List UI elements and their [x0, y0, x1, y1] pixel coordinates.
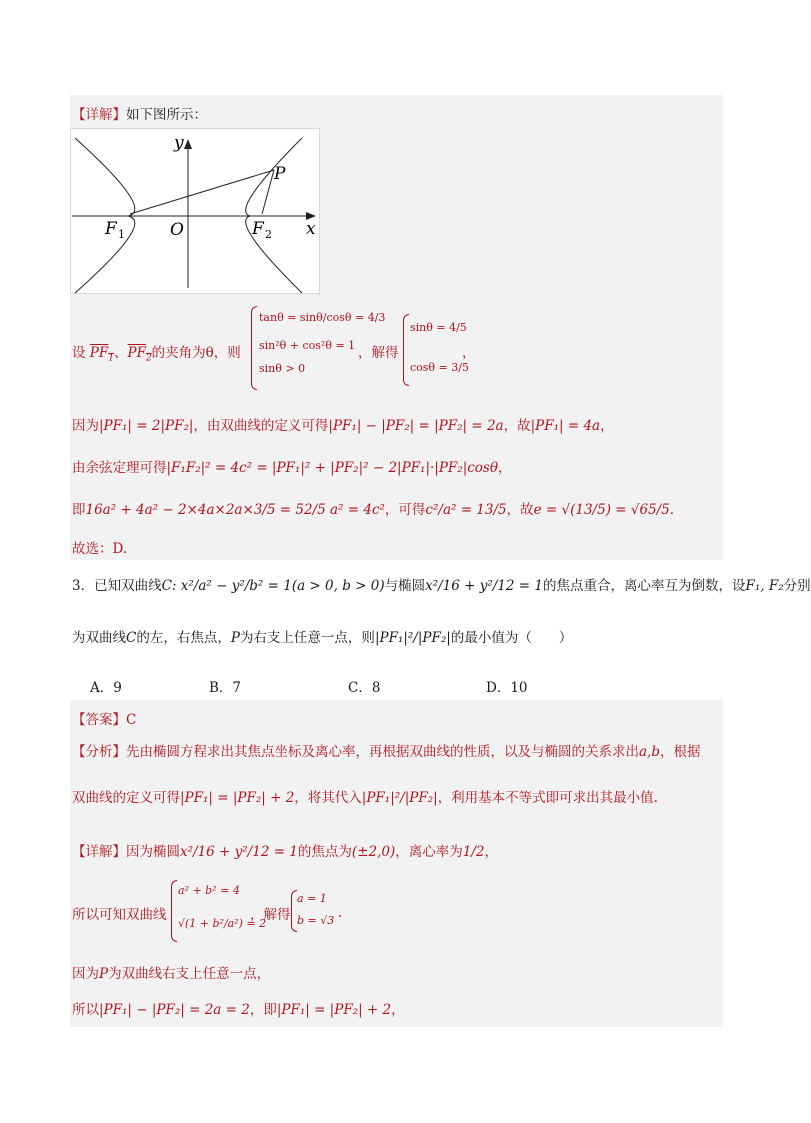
then-end: .: [669, 502, 675, 518]
system-3-row-2: √(1 + b²/a²) = 2: [178, 917, 267, 930]
point-text-b: 为双曲线右支上任意一点，: [108, 966, 271, 982]
angle-end: ，: [462, 345, 476, 361]
label-f2-sub: 2: [265, 228, 272, 241]
analysis-frac: |PF₁|²/|PF₂|: [361, 790, 438, 806]
angle-line: [72, 341, 241, 364]
system-brace-2: [403, 314, 409, 386]
solve-text: ，解得: [358, 345, 399, 361]
hyperbola-figure: [70, 128, 320, 294]
system-2-row-1: sinθ = 4/5: [410, 321, 467, 334]
analysis-line-1: [72, 740, 700, 760]
option-a[interactable]: [90, 676, 122, 696]
cosine-line: [72, 456, 512, 476]
q3-text-e: 分别: [783, 578, 811, 594]
answer-tag: 【答案】: [72, 712, 126, 728]
detail-2-tag: 【详解】: [72, 844, 126, 860]
detail-intro-text: 如下图所示：: [126, 107, 207, 123]
detail-2-ecc: 1/2: [462, 844, 485, 860]
detail-2-text-b: 的焦点为: [297, 844, 352, 860]
choose-line: 故选：D.: [72, 541, 128, 557]
vector-pf1-text: PF: [89, 345, 109, 361]
vector-pf2-text: PF: [127, 345, 146, 361]
q3-point-p: P: [230, 630, 240, 646]
figure-frame: [71, 129, 320, 294]
q3-text-c: 的焦点重合，离心率互为倒数，设: [543, 578, 746, 594]
cosine-end: ，: [498, 460, 512, 476]
answer-value: C: [126, 712, 137, 728]
last-text-a: 所以: [72, 1002, 99, 1018]
system-brace-1: [251, 306, 257, 390]
last-eq-b: |PF₁| = |PF₂| + 2: [276, 1002, 392, 1018]
last-text-b: ，即: [249, 1002, 277, 1018]
answer-line: [72, 708, 136, 728]
analysis-text-2c: ，利用基本不等式即可求出其最小值.: [437, 790, 658, 806]
analysis-text-2a: 双曲线的定义可得: [72, 790, 180, 806]
system-brace-3: [171, 880, 177, 942]
q3-text-b: 与椭圆: [384, 578, 426, 594]
q3-hyperbola-eq: C: x²/a² − y²/b² = 1(a > 0, b > 0): [161, 578, 385, 594]
option-b-label: B．: [209, 680, 233, 696]
system-1-row-2: sin²θ + cos²θ = 1: [259, 339, 356, 352]
q3-text-a: 3．已知双曲线: [72, 578, 162, 594]
system-end: .: [338, 905, 343, 921]
system-solve: ，解得: [250, 907, 291, 923]
q3-text-i: 的最小值为（ ）: [450, 630, 573, 646]
label-p: P: [274, 164, 286, 184]
then-eq-c: e = √(13/5) = √65/5: [533, 502, 670, 518]
option-b[interactable]: [209, 676, 241, 696]
q3-ratio-expr: |PF₁|²/|PF₂|: [374, 630, 451, 646]
then-eq-b: c²/a² = 13/5: [425, 502, 507, 518]
question-3-line-1: [72, 574, 811, 594]
because-text-c: ，故: [503, 418, 531, 434]
detail-2-text-d: ，: [484, 844, 498, 860]
analysis-text-1: 先由椭圆方程求出其焦点坐标及离心率，再根据双曲线的性质，以及与椭圆的关系求出: [126, 744, 639, 760]
system-1-row-3: sinθ > 0: [259, 362, 306, 375]
q3-text-g: 的左，右焦点，: [136, 630, 231, 646]
option-d-label: D．: [486, 680, 511, 696]
then-text-a: 即: [72, 502, 86, 518]
system-4-row-2: b = √3: [297, 914, 335, 927]
cosine-text: 由余弦定理可得: [72, 460, 167, 476]
analysis-text-1-end: ，根据: [659, 744, 701, 760]
angle-mid: 的夹角为θ，则: [151, 345, 241, 361]
detail-tag: 【详解】: [72, 107, 126, 123]
because-text-a: 因为: [72, 418, 99, 434]
system-2-row-2: cosθ = 3/5: [410, 361, 469, 374]
vector-pf1: [89, 345, 114, 364]
then-line: [72, 498, 674, 518]
system-1-row-1: tanθ = sinθ/cosθ = 4/3: [259, 311, 386, 324]
label-f2: F: [252, 219, 264, 239]
analysis-ab: a,b: [639, 744, 660, 760]
option-a-label: A．: [90, 680, 114, 696]
then-text-b: ，可得: [384, 502, 426, 518]
system-4-row-1: a = 1: [297, 892, 327, 905]
q3-curve-c: C: [126, 630, 137, 646]
angle-sep: 、: [113, 345, 128, 361]
label-f1-sub: 1: [118, 228, 125, 241]
because-line: [72, 414, 614, 434]
option-b-value: 7: [232, 680, 242, 696]
analysis-tag: 【分析】: [72, 744, 126, 760]
analysis-eq: |PF₁| = |PF₂| + 2: [180, 790, 295, 806]
option-d[interactable]: [486, 676, 528, 696]
because-text-b: ，由双曲线的定义可得: [193, 418, 329, 434]
detail-2-ellipse: x²/16 + y²/12 = 1: [180, 844, 298, 860]
question-3-line-2: [72, 626, 572, 646]
label-x: x: [306, 219, 316, 239]
detail-2-line: [72, 840, 498, 860]
q3-ellipse-eq: x²/16 + y²/12 = 1: [425, 578, 543, 594]
last-end: ，: [391, 1002, 405, 1018]
option-c-label: C．: [348, 680, 372, 696]
q3-foci: F₁, F₂: [745, 578, 784, 594]
vector-pf2: [127, 345, 152, 364]
because-eq-c: |PF₁| = 4a: [530, 418, 601, 434]
vector-pf1-sub: 1: [108, 353, 114, 364]
then-text-c: ，故: [506, 502, 534, 518]
because-eq-b: |PF₁| − |PF₂| = |PF₂| = 2a: [328, 418, 504, 434]
option-c-value: 8: [371, 680, 381, 696]
then-eq-a: 16a² + 4a² − 2×4a×2a×3/5 = 52/5 a² = 4c²: [85, 502, 385, 518]
point-text-a: 因为: [72, 966, 99, 982]
system-3-row-1: a² + b² = 4: [178, 884, 240, 897]
analysis-text-2b: ，将其代入: [294, 790, 362, 806]
angle-prefix: 设: [72, 345, 86, 361]
detail-2-text-a: 因为椭圆: [126, 844, 180, 860]
because-eq-a: |PF₁| = 2|PF₂|: [99, 418, 194, 434]
because-text-d: ，: [600, 418, 614, 434]
point-line: [72, 962, 270, 982]
q3-text-f: 为双曲线: [72, 630, 126, 646]
q3-text-h: 为右支上任意一点，则: [239, 630, 375, 646]
cosine-eq: |F₁F₂|² = 4c² = |PF₁|² + |PF₂|² − 2|PF₁|·|PF₂|cosθ: [166, 460, 498, 476]
detail-2-text-c: ，离心率为: [395, 844, 463, 860]
label-f1: F: [105, 219, 117, 239]
last-line: [72, 998, 405, 1018]
option-a-value: 9: [113, 680, 122, 696]
vector-pf2-sub: 2: [145, 353, 152, 364]
analysis-line-2: [72, 786, 658, 806]
detail-2-foci: (±2,0): [351, 844, 396, 860]
system-line: 所以可知双曲线: [72, 907, 167, 923]
label-y: y: [174, 133, 184, 153]
option-d-value: 10: [510, 680, 528, 696]
last-eq-a: |PF₁| − |PF₂| = 2a = 2: [99, 1002, 250, 1018]
option-c[interactable]: [348, 676, 380, 696]
detail-intro: [72, 103, 207, 123]
point-p: P: [99, 966, 109, 982]
label-origin: O: [170, 220, 184, 240]
